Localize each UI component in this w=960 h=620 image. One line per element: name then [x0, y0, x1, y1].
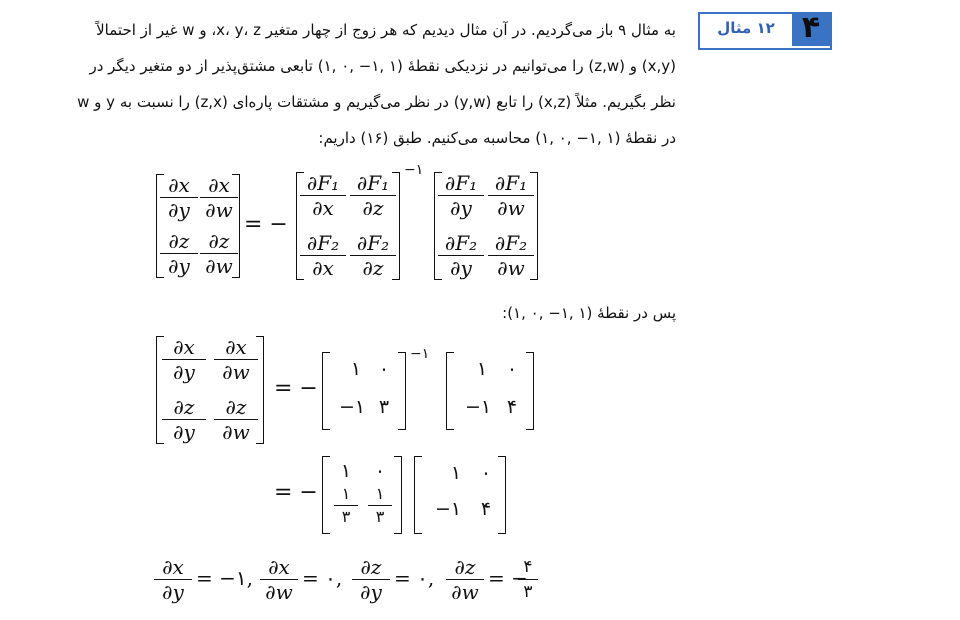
bracket-left — [322, 352, 330, 430]
paragraph-line-2: (x,y) و (z,w) را می‌توانیم در نزدیکی نقطهٔ (۱ ,۱− ,۰ ,۱) تابعی مشتق‌پذیر از دو متغیر دیگر در — [89, 57, 676, 75]
bracket-right — [392, 172, 400, 280]
bracket-left — [446, 352, 454, 430]
frac-dF1-dx: $\frac{\text{∂F₁}}{\partial x}$ — [300, 172, 346, 219]
bracket-right — [530, 172, 538, 280]
bracket-left — [414, 456, 422, 534]
example-label: ۱۲ مثال — [717, 19, 775, 37]
result-value: = ۰, — [394, 566, 435, 590]
result-value: = − — [488, 566, 528, 590]
inverse-exponent: −۱ — [404, 162, 424, 178]
chapter-number: ۴ — [801, 10, 821, 45]
paragraph-line-4: در نقطهٔ (۱ ,۱− ,۰ ,۱) محاسبه می‌کنیم. طبق (۱۶) داریم: — [318, 129, 676, 147]
result-dx-dy: $\frac{\partial x}{\partial y}$ — [154, 556, 192, 603]
result-dz-dw: $\frac{\partial z}{\partial w}$ — [446, 556, 484, 603]
result-fraction: ۴ ۳ — [518, 556, 538, 603]
matrix-entry: ۱ — [476, 358, 488, 380]
paragraph-line-3: نظر بگیریم. مثلاً (x,z) را تابع (y,w) در نظر می‌گیریم و مشتقات پاره‌ای (z,x) را نسبت به y و w — [77, 93, 676, 111]
example-badge — [698, 12, 832, 48]
frac-dx-dy: $\frac{\partial x}{\partial y}$ — [160, 174, 198, 221]
equals-minus: = − — [274, 376, 318, 401]
matrix-entry: ۴ — [506, 396, 518, 418]
equals-minus: = − — [244, 212, 288, 237]
matrix-entry: ۰ — [378, 358, 390, 380]
matrix-entry: −۱ — [338, 396, 366, 418]
frac-dx-dw: $\frac{\partial x}{\partial w}$ — [214, 336, 258, 383]
result-value: = ۰, — [302, 566, 343, 590]
matrix-entry: ۱ — [340, 460, 352, 482]
frac-dF2-dz: $\frac{\text{∂F₂}}{\partial z}$ — [350, 232, 396, 279]
frac-dF2-dw: $\frac{\text{∂F₂}}{\partial w}$ — [488, 232, 534, 279]
frac-dF1-dz: $\frac{\text{∂F₁}}{\partial z}$ — [350, 172, 396, 219]
frac-dx-dw: $\frac{\partial x}{\partial w}$ — [200, 174, 238, 221]
result-dz-dy: $\frac{\partial z}{\partial y}$ — [352, 556, 390, 603]
matrix-entry: ۱ — [450, 462, 462, 484]
result-dx-dw: $\frac{\partial x}{\partial w}$ — [260, 556, 298, 603]
matrix-entry: ۱ — [350, 358, 362, 380]
frac-dF2-dx: $\frac{\text{∂F₂}}{\partial x}$ — [300, 232, 346, 279]
inverse-exponent: −۱ — [410, 346, 430, 362]
equals-minus: = − — [274, 480, 318, 505]
at-point-text: پس در نقطهٔ (۱ ,۱− ,۰ ,۱): — [502, 304, 676, 322]
bracket-right — [498, 456, 506, 534]
matrix-entry: −۱ — [434, 498, 462, 520]
result-value: = −۱, — [196, 566, 253, 590]
bracket-right — [256, 336, 264, 444]
matrix-entry: ۰ — [480, 462, 492, 484]
frac-dF2-dy: $\frac{\text{∂F₂}}{\partial y}$ — [438, 232, 484, 279]
frac-dF1-dy: $\frac{\text{∂F₁}}{\partial y}$ — [438, 172, 484, 219]
matrix-fraction: ۱ ۳ — [368, 484, 392, 527]
bracket-right — [232, 174, 240, 278]
bracket-right — [398, 352, 406, 430]
matrix-fraction: ۱ ۳ — [334, 484, 358, 527]
matrix-entry: ۰ — [506, 358, 518, 380]
frac-dx-dy: $\frac{\partial x}{\partial y}$ — [162, 336, 206, 383]
bracket-right — [394, 456, 402, 534]
frac-dz-dw: $\frac{\partial z}{\partial w}$ — [214, 396, 258, 443]
frac-dz-dy: $\frac{\partial z}{\partial y}$ — [160, 230, 198, 277]
matrix-entry: ۰ — [374, 460, 386, 482]
frac-dz-dw: $\frac{\partial z}{\partial w}$ — [200, 230, 238, 277]
bracket-right — [526, 352, 534, 430]
frac-dF1-dw: $\frac{\text{∂F₁}}{\partial w}$ — [488, 172, 534, 219]
paragraph-line-1: به مثال ۹ باز می‌گردیم. در آن مثال دیدیم که هر زوج از چهار متغیر x، y، z، و w غیر از احتمالاً — [96, 21, 676, 39]
matrix-entry: ۳ — [378, 396, 390, 418]
matrix-entry: ۴ — [480, 498, 492, 520]
bracket-left — [322, 456, 330, 534]
frac-dz-dy: $\frac{\partial z}{\partial y}$ — [162, 396, 206, 443]
matrix-entry: −۱ — [464, 396, 492, 418]
